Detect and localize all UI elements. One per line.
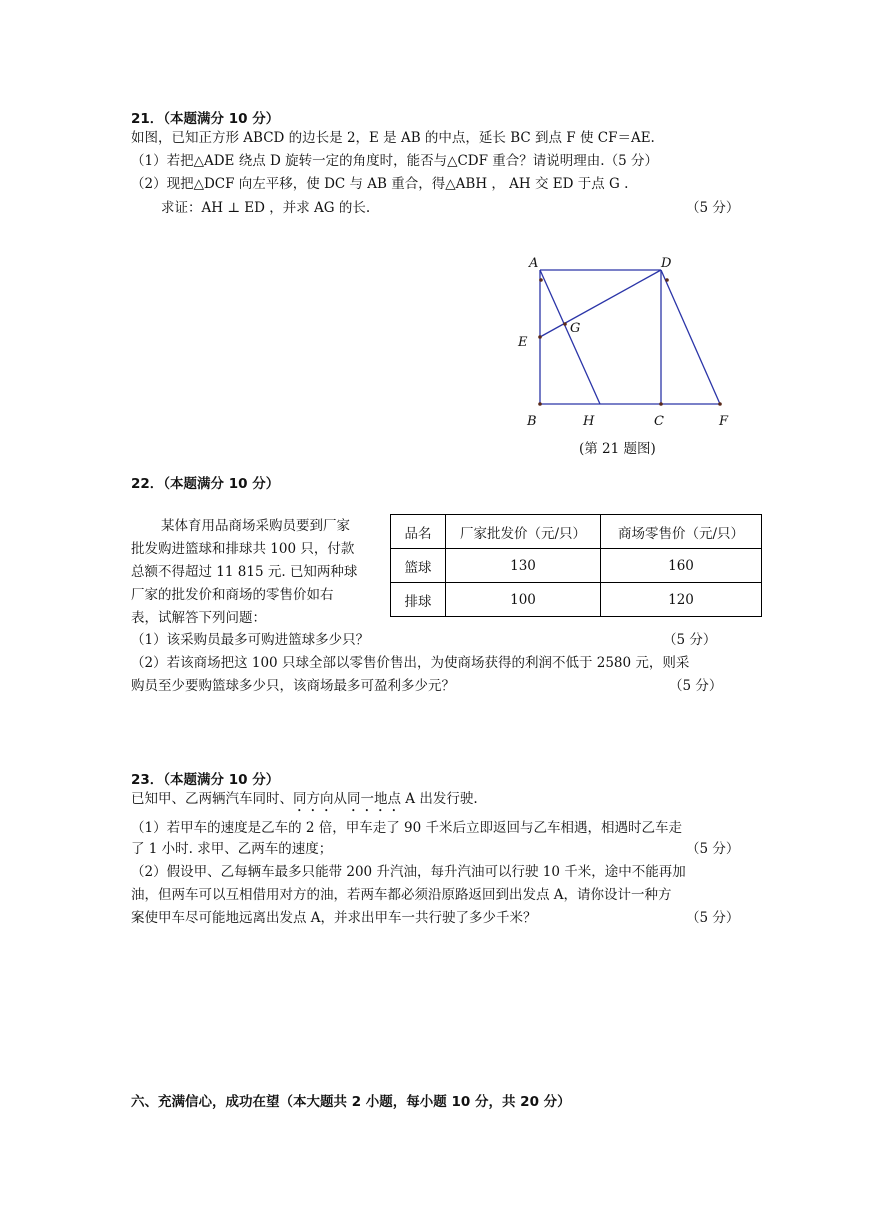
point-F [718, 402, 722, 406]
q21-heading: 21．（本题满分 10 分） [131, 111, 280, 127]
table-header: 厂家批发价（元/只） [446, 515, 601, 549]
q22-text-line-3: 总额不得超过 11 815 元. 已知两种球 [131, 564, 358, 580]
label-E: E [518, 335, 528, 350]
section6-heading: 六、充满信心，成功在望（本大题共 2 小题，每小题 10 分，共 20 分） [131, 1094, 571, 1110]
table-cell: 120 [601, 583, 762, 617]
q22-text-line-2: 批发购进篮球和排球共 100 只，付款 [131, 541, 355, 557]
q21-figure [510, 250, 750, 460]
q21-part2-score: （5 分） [686, 200, 740, 216]
table-header: 品名 [391, 515, 446, 549]
q23-part1-line1: （1）若甲车的速度是乙车的 2 倍，甲车走了 90 千米后立即返回与乙车相遇，相遇时乙车走 [131, 820, 683, 836]
table-header-row [391, 515, 762, 549]
price-table [390, 514, 762, 617]
point-E [538, 335, 542, 339]
q21-intro: 如图，已知正方形 ABCD 的边长是 2，E 是 AB 的中点，延长 BC 到点 F 使 CF＝AE. [131, 130, 655, 146]
label-H: H [583, 414, 595, 429]
q22-part1-score: （5 分） [663, 632, 717, 648]
q21-part2: （2）现把△DCF 向左平移，使 DC 与 AB 重合，得△ABH ， AH 交 ED 于点 G . [131, 176, 629, 192]
label-C: C [654, 414, 664, 429]
table-cell: 160 [601, 549, 762, 583]
q23-part2-score: （5 分） [686, 910, 740, 926]
q22-text-line-4: 厂家的批发价和商场的零售价如右 [131, 587, 334, 603]
q23-intro-post: A 出发行驶. [401, 791, 478, 807]
q22-text-line-1: 某体育用品商场采购员要到厂家 [161, 518, 350, 534]
table-row [391, 549, 762, 583]
q21-figure-caption: (第 21 题图) [579, 441, 656, 457]
q22-text-line-5: 表，试解答下列问题： [131, 610, 266, 626]
q23-intro-emphasis-2: 同一地点 [347, 791, 401, 807]
q22-part2-line1: （2）若该商场把这 100 只球全部以零售价售出，为使商场获得的利润不低于 2580 元，则采 [131, 655, 690, 671]
q23-heading: 23．（本题满分 10 分） [131, 772, 280, 788]
point-G [563, 322, 567, 326]
table-cell: 排球 [391, 583, 446, 617]
q22-part2-line2: 购员至少要购篮球多少只，该商场最多可盈利多少元？ [131, 678, 455, 694]
segment-ED [540, 270, 661, 337]
label-G: G [570, 321, 581, 336]
segment-DF [661, 270, 720, 404]
q22-part1: （1）该采购员最多可购进篮球多少只？ [131, 632, 370, 648]
q21-part2-proof: 求证：AH ⊥ ED ，并求 AG 的长. [161, 200, 371, 216]
q23-part2-line2: 油，但两车可以互相借用对方的油，若两车都必须沿原路返回到出发点 A，请你设计一种方 [131, 887, 672, 903]
table-cell: 100 [446, 583, 601, 617]
q23-part1-line2: 了 1 小时. 求甲、乙两车的速度； [131, 841, 333, 857]
table-header: 商场零售价（元/只） [601, 515, 762, 549]
table-cell: 篮球 [391, 549, 446, 583]
point-B [538, 402, 542, 406]
label-D: D [661, 256, 672, 271]
q23-intro-pre: 已知甲、乙两辆汽车同时、 [131, 791, 293, 807]
table-row [391, 583, 762, 617]
label-B: B [527, 414, 537, 429]
q22-heading: 22．（本题满分 10 分） [131, 476, 280, 492]
q23-part2-line1: （2）假设甲、乙每辆车最多只能带 200 升汽油，每升汽油可以行驶 10 千米，途中不能再加 [131, 864, 686, 880]
point-A [539, 278, 543, 282]
point-C [659, 402, 663, 406]
table-cell: 130 [446, 549, 601, 583]
segment-AH [540, 270, 600, 404]
point-D [665, 278, 669, 282]
q22-part2-score: （5 分） [669, 678, 723, 694]
q23-part1-score: （5 分） [686, 841, 740, 857]
q21-part1: （1）若把△ADE 绕点 D 旋转一定的角度时，能否与△CDF 重合？请说明理由.（5 分） [131, 153, 658, 169]
label-A: A [529, 256, 539, 271]
q23-part2-line3: 案使甲车尽可能地远离出发点 A，并求出甲车一共行驶了多少千米？ [131, 910, 537, 926]
label-F: F [719, 414, 729, 429]
q23-intro-mid: 从 [333, 791, 347, 807]
q23-intro [131, 788, 478, 815]
q23-intro-emphasis-1: 同方向 [293, 791, 334, 807]
